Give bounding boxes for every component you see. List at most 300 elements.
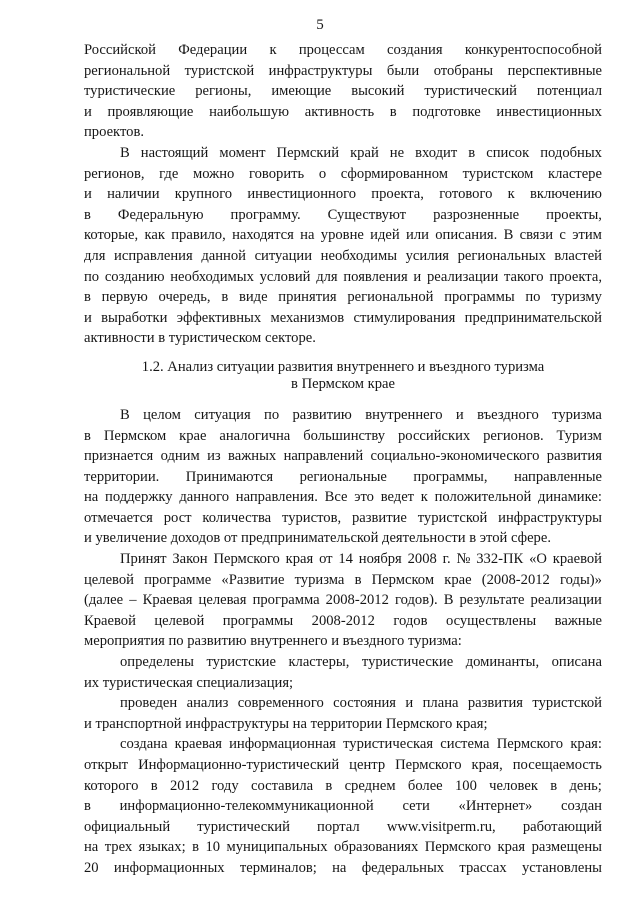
word: в <box>150 777 158 794</box>
word: стимулирования <box>353 309 456 326</box>
word: трех <box>104 839 133 856</box>
word: в <box>84 427 91 444</box>
word: и <box>455 406 464 423</box>
word: условий <box>259 268 311 285</box>
word: и <box>84 309 92 326</box>
word: и <box>405 695 414 712</box>
word: туристской <box>184 62 255 79</box>
word: направленные <box>513 468 602 485</box>
word: социально-экономического <box>370 448 540 465</box>
text-line <box>84 205 602 226</box>
word: края <box>285 551 314 568</box>
word: важные <box>554 612 602 629</box>
word: Существуют <box>327 206 407 223</box>
word: можно <box>193 165 235 182</box>
word: Пермского <box>424 839 492 856</box>
word: активность <box>304 103 375 120</box>
word: подобных <box>540 144 602 161</box>
word: портал <box>317 818 360 835</box>
word: инфраструктуры <box>498 509 602 526</box>
word: крупного <box>174 186 233 203</box>
word: проекты, <box>546 206 602 223</box>
word: усилия <box>405 247 450 264</box>
word: краевой <box>552 551 602 568</box>
word: по <box>264 406 280 423</box>
word: развития <box>546 448 602 465</box>
text-line <box>84 267 602 288</box>
word: властей <box>554 247 602 264</box>
text-line <box>84 570 602 591</box>
word: туристический <box>424 83 517 100</box>
word: Принимаются <box>185 468 274 485</box>
word: Краевая <box>142 592 193 609</box>
text-line <box>84 837 602 858</box>
text-line <box>84 590 602 611</box>
word: открыт <box>84 757 129 773</box>
word: момент <box>219 144 266 161</box>
word: реализации <box>530 592 602 609</box>
word: (2008-2012 <box>481 571 550 588</box>
word: уровне <box>320 227 364 244</box>
word: 100 <box>454 777 477 794</box>
word: составила <box>250 777 314 794</box>
word: высокий <box>351 83 405 100</box>
word: туристском <box>462 165 534 182</box>
word: необходимы <box>320 247 398 264</box>
word: очередь, <box>158 289 211 306</box>
text-line <box>84 40 602 61</box>
word: разрозненные <box>433 206 520 223</box>
section-heading <box>84 359 602 393</box>
word: и <box>413 268 422 285</box>
word: туристические <box>361 654 454 671</box>
word: и <box>84 103 92 120</box>
word: для <box>84 247 106 264</box>
word: информационных <box>113 859 225 876</box>
word: 2008 <box>407 551 437 568</box>
word: годы)» <box>560 571 602 588</box>
word: находятся <box>232 227 294 244</box>
word: Пермского <box>395 757 462 773</box>
text-line: и увеличение доходов от предпринимательской деятельности в этой сфере. <box>84 530 551 547</box>
word: официальный <box>84 818 171 835</box>
word: определены <box>120 654 194 671</box>
word: В <box>120 406 130 423</box>
word: инфраструктуры <box>268 62 373 79</box>
word: целевая <box>198 592 247 609</box>
word: от <box>319 551 333 568</box>
word: край <box>350 144 379 161</box>
word: к <box>269 42 277 58</box>
text-line <box>84 287 602 308</box>
word: сформированном <box>340 165 448 182</box>
text-line <box>84 81 602 102</box>
word: входит <box>415 144 458 161</box>
word: 2008-2012 <box>311 612 375 629</box>
paragraph-5 <box>84 652 602 693</box>
word: о <box>318 165 327 182</box>
word: доминанты, <box>465 654 540 671</box>
word: программы <box>222 612 294 629</box>
section-heading-line-2: в Пермском крае <box>291 375 395 392</box>
word: на <box>84 489 99 506</box>
text-line: мероприятия по развитию внутреннего и въездного туризма: <box>84 633 462 650</box>
word: система <box>440 736 490 753</box>
word: информационно-телекоммуникационной <box>119 798 374 815</box>
word: описана <box>551 654 602 671</box>
word: день; <box>569 777 602 794</box>
word: информационная <box>229 736 336 753</box>
word: идей <box>370 227 400 244</box>
word: программу. <box>230 206 301 223</box>
word: подготовке <box>412 103 481 120</box>
word: принятия <box>278 289 337 306</box>
word: к <box>420 489 428 506</box>
text-line <box>84 611 602 632</box>
text-line <box>84 61 602 82</box>
word: анализ <box>186 695 229 712</box>
word: поддержку <box>105 489 173 506</box>
word: ситуация <box>194 406 251 423</box>
word: проявляющие <box>107 103 194 120</box>
word: потенциал <box>536 83 602 100</box>
word: В <box>120 144 130 161</box>
page-number: 5 <box>316 17 324 33</box>
word: Краевой <box>84 612 136 629</box>
word: более <box>407 777 443 794</box>
text-line <box>84 446 602 467</box>
word: предпринимательской <box>464 309 602 326</box>
word: осуществлены <box>445 612 537 629</box>
word: на <box>300 227 315 244</box>
word: ноября <box>358 551 402 568</box>
word: территории. <box>84 468 160 485</box>
word: 10 <box>205 839 221 856</box>
word: посещаемость <box>512 757 602 773</box>
word: по <box>84 268 100 285</box>
word: программа <box>252 592 320 609</box>
word: это <box>354 489 374 506</box>
paragraph-2 <box>84 143 602 349</box>
word: созданию <box>104 268 165 285</box>
word: 20 <box>84 859 99 876</box>
text-line: проектов. <box>84 124 144 141</box>
word: (далее <box>84 592 124 609</box>
word: туристской <box>532 695 602 712</box>
text-line <box>84 184 602 205</box>
word: положительной <box>434 489 532 506</box>
word: установлены <box>521 859 602 876</box>
word: признается <box>84 448 154 465</box>
word: 332-ПК <box>476 551 524 568</box>
word: такого <box>504 268 544 285</box>
word: динамике: <box>538 489 602 506</box>
word: края: <box>570 736 602 753</box>
word: внутреннего <box>365 406 443 423</box>
word: отмечается <box>84 509 153 526</box>
word: 14 <box>338 551 353 568</box>
word: перспективные <box>507 62 602 79</box>
word: туристов, <box>282 509 342 526</box>
word: «Развитие <box>221 571 285 588</box>
word: Пермского <box>496 736 564 753</box>
text-line <box>84 693 602 714</box>
word: Пермского <box>213 551 280 568</box>
text-line <box>84 734 602 755</box>
word: Туризм <box>556 427 602 444</box>
text-line <box>84 426 602 447</box>
word: работающий <box>522 818 602 835</box>
word: где <box>159 165 179 182</box>
word: проекта, <box>549 268 602 285</box>
word: развитие <box>351 509 407 526</box>
text-line <box>84 487 602 508</box>
word: Принят <box>120 551 167 568</box>
word: ведет <box>380 489 415 506</box>
word: направлений <box>283 448 364 465</box>
text-line: активности в туристическом секторе. <box>84 330 316 347</box>
word: реализации <box>426 268 499 285</box>
word: проекта, <box>371 186 424 203</box>
word: туристской <box>417 509 488 526</box>
text-line <box>84 858 602 879</box>
word: в <box>550 777 558 794</box>
word: процессам <box>298 42 365 58</box>
word: туризма <box>552 406 602 423</box>
word: программы <box>444 289 515 306</box>
word: настоящий <box>140 144 209 161</box>
word: Пермский <box>276 144 340 161</box>
text-line <box>84 467 602 488</box>
word: которого <box>84 777 139 794</box>
word: и <box>84 186 92 203</box>
word: годов <box>393 612 428 629</box>
word: по <box>525 289 541 306</box>
paragraph-4 <box>84 549 602 652</box>
word: выработки <box>101 309 168 326</box>
word: регионы, <box>195 83 252 100</box>
word: образованиях <box>333 839 419 856</box>
word: программы, <box>413 468 488 485</box>
word: на <box>332 859 347 876</box>
text-line <box>84 246 602 267</box>
word: важных <box>228 448 277 465</box>
text-line <box>84 755 602 776</box>
word: имеющие <box>271 83 332 100</box>
word: Информационно-туристический <box>138 757 340 773</box>
word: одним <box>160 448 200 465</box>
text-line <box>84 796 602 817</box>
word: 2012 <box>169 777 200 794</box>
word: количества <box>202 509 272 526</box>
word: региональной <box>347 289 434 306</box>
word: как <box>144 227 165 244</box>
word: большинству <box>303 427 386 444</box>
word: края, <box>471 757 503 773</box>
word: В <box>443 592 454 609</box>
text-line <box>84 817 602 838</box>
word: туризму <box>551 289 602 306</box>
word: данного <box>179 489 230 506</box>
word: современного <box>237 695 324 712</box>
word: туристические <box>84 83 176 100</box>
word: 2008-2012 <box>325 592 389 609</box>
word: кластере <box>547 165 602 182</box>
word: Российской <box>84 42 156 58</box>
word: исправления <box>114 247 193 264</box>
word: в <box>389 103 397 120</box>
word: региональных <box>457 247 546 264</box>
word: в <box>354 571 362 588</box>
word: эффективных <box>176 309 262 326</box>
word: результате <box>459 592 525 609</box>
word: плана <box>422 695 459 712</box>
word: въездного <box>477 406 539 423</box>
word: федеральных <box>361 859 445 876</box>
word: развитию <box>292 406 352 423</box>
word: направления. <box>235 489 318 506</box>
text-line <box>84 652 602 673</box>
word: наличии <box>107 186 160 203</box>
word: проведен <box>120 695 178 712</box>
word: в <box>84 289 91 306</box>
word: Все <box>324 489 348 506</box>
word: к <box>507 186 515 203</box>
word: году <box>211 777 239 794</box>
paragraph-3 <box>84 405 602 549</box>
word: виде <box>238 289 268 306</box>
word: туристские <box>206 654 276 671</box>
paragraph-7 <box>84 734 602 878</box>
word: целевой <box>154 612 205 629</box>
word: в <box>468 144 476 161</box>
word: трассах <box>459 859 507 876</box>
word: включению <box>530 186 602 203</box>
word: «О <box>529 551 547 568</box>
word: данной <box>201 247 246 264</box>
document-body <box>84 40 602 879</box>
text-line <box>84 225 602 246</box>
word: аналогична <box>219 427 291 444</box>
word: целом <box>143 406 181 423</box>
text-line: их туристическая специализация; <box>84 674 294 691</box>
word: этим <box>572 227 602 244</box>
word: Федеральную <box>117 206 204 223</box>
word: сети <box>402 798 430 815</box>
word: список <box>486 144 530 161</box>
word: или <box>406 227 429 244</box>
text-line <box>84 508 602 529</box>
word: – <box>129 592 137 609</box>
word: www.visitperm.ru, <box>386 818 496 835</box>
word: в <box>84 798 91 815</box>
word: инвестиционных <box>496 103 602 120</box>
word: появления <box>343 268 408 285</box>
word: края <box>497 839 526 856</box>
paragraph-1 <box>84 40 602 143</box>
word: Закон <box>172 551 208 568</box>
word: на <box>84 839 99 856</box>
word: краевая <box>174 736 222 753</box>
word: крае <box>444 571 472 588</box>
word: «Интернет» <box>458 798 533 815</box>
text-line <box>84 308 602 329</box>
word: региональные <box>299 468 387 485</box>
word: г. <box>442 551 451 568</box>
word: ситуации <box>254 247 313 264</box>
text-line: и транспортной инфраструктуры на территории Пермского края; <box>84 715 488 732</box>
word: крае <box>179 427 207 444</box>
word: региональной <box>84 62 171 79</box>
word: Федерации <box>178 42 248 58</box>
word: конкурентоспособной <box>464 42 602 58</box>
section-heading-line-1: 1.2. Анализ ситуации развития внутреннего и въездного туризма <box>141 358 545 375</box>
word: туризма <box>294 571 345 588</box>
word: в <box>192 839 199 856</box>
word: первую <box>101 289 148 306</box>
word: программе <box>144 571 212 588</box>
word: правило, <box>171 227 226 244</box>
word: не <box>389 144 405 161</box>
paragraph-6 <box>84 693 602 734</box>
word: из <box>207 448 221 465</box>
word: туристическая <box>343 736 434 753</box>
word: инвестиционного <box>247 186 357 203</box>
word: целевой <box>84 571 134 588</box>
word: создания <box>387 42 443 58</box>
word: среднем <box>344 777 396 794</box>
word: человек <box>489 777 538 794</box>
word: развития <box>467 695 524 712</box>
word: наибольшую <box>209 103 290 120</box>
word: российских <box>397 427 471 444</box>
word: создан <box>561 798 602 815</box>
text-line <box>84 405 602 426</box>
word: № <box>456 551 471 568</box>
word: с <box>559 227 566 244</box>
word: готового <box>439 186 493 203</box>
word: муниципальных <box>226 839 328 856</box>
text-line <box>84 549 602 570</box>
word: В <box>503 227 514 244</box>
word: описания. <box>435 227 498 244</box>
text-line <box>84 776 602 797</box>
word: годов). <box>394 592 438 609</box>
word: отобраны <box>433 62 494 79</box>
word: которые, <box>84 227 139 244</box>
word: механизмов <box>270 309 345 326</box>
text-line <box>84 102 602 123</box>
word: для <box>316 268 338 285</box>
word: терминалов; <box>239 859 317 876</box>
text-line <box>84 164 602 185</box>
word: центр <box>349 757 386 773</box>
word: кластеры, <box>288 654 350 671</box>
word: туристический <box>197 818 290 835</box>
word: связи <box>519 227 554 244</box>
word: необходимых <box>170 268 254 285</box>
word: состояния <box>333 695 397 712</box>
word: Пермском <box>103 427 167 444</box>
word: говорить <box>249 165 305 182</box>
word: создана <box>120 736 168 753</box>
word: в <box>84 206 91 223</box>
word: размещены <box>531 839 602 856</box>
text-line <box>84 143 602 164</box>
word: языках; <box>138 839 186 856</box>
word: были <box>386 62 420 79</box>
word: регионов, <box>84 165 145 182</box>
